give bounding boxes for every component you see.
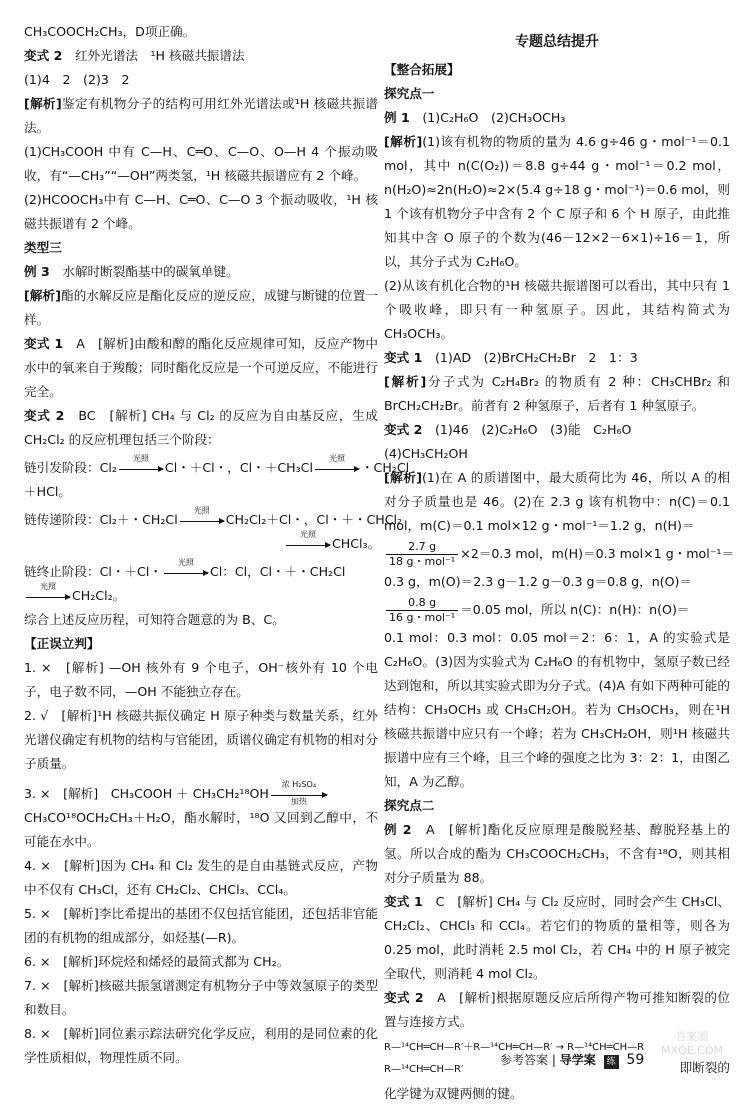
- formula-text: ＝0.05 mol，所以 n(C)：n(H)：n(O)＝: [460, 602, 690, 617]
- reaction-text: ＋HCl。: [24, 484, 71, 499]
- answer-text: (1)46 (2)C₂H₆O (3)能 C₂H₆O: [434, 422, 632, 437]
- paragraph-text: C [解析] CH₄ 与 Cl₂ 反应时，同时会产生 CH₃Cl、CH₂Cl₂、CHCl₃ 和 CCl₄。若它们的物质的量相等，则各为 0.25 mol，此时消耗 2.5 mol Cl₂，若 CH₄ 中的 H 原子被完全取代，则消耗 4 mol Cl₂。: [384, 894, 730, 981]
- paragraph: [384, 466, 730, 538]
- section-heading: 探究点二: [384, 798, 435, 813]
- analysis-tag: [解析]: [384, 470, 422, 485]
- exercise-tag: 变式 1: [384, 894, 423, 909]
- right-column: [384, 20, 735, 1106]
- exercise-line: [384, 418, 730, 442]
- page-title: 专题总结提升: [515, 34, 599, 50]
- list-item: 2. √ [解析]¹H 核磁共振仪确定 H 原子种类与数量关系，红外光谱仪确定有机物的结构与官能团，质谱仪确定有机物的相对分子质量。: [24, 708, 378, 771]
- list-item: 1. × [解析] —OH 核外有 9 个电子，OH⁻核外有 10 个电子，电子数不同，—OH 不能独立存在。: [24, 660, 378, 699]
- section-heading: 【整合拓展】: [384, 62, 460, 77]
- condition-label: 光照: [300, 529, 316, 539]
- answer-line: (4)CH₃CH₂OH: [384, 446, 468, 461]
- paragraph: (2)HCOOCH₃中有 C—H、C═O、C—O 3 个振动吸收，¹H 核磁共振谱有 2 个峰。: [24, 192, 378, 231]
- reaction-line: [24, 557, 378, 584]
- page-number: 59: [626, 1052, 645, 1068]
- condition-label: 光照: [132, 453, 149, 463]
- reaction-text: Cl・＋Cl・，Cl・＋CH₃Cl: [164, 460, 313, 475]
- reaction-line: [24, 453, 410, 480]
- exercise-tag: 变式 2: [24, 408, 65, 423]
- list-item: 6. × [解析]环烷烃和烯烃的最简式都为 CH₂。: [24, 954, 290, 969]
- reaction-scheme: R—¹⁴CH═CH—R′＋R—¹⁴CH═CH—R′ → R—¹⁴CH═CH—R: [384, 1042, 645, 1053]
- analysis-tag: [解析]: [24, 288, 61, 303]
- paragraph-text: 鉴定有机物分子的结构可用红外光谱法或¹H 核磁共振谱法。: [24, 96, 378, 135]
- list-item: 7. × [解析]核磁共振氢谱测定有机物分子中等效氢原子的类型和数目。: [24, 978, 378, 1017]
- condition-label: 光照: [177, 557, 194, 567]
- fraction-numerator: 0.8 g: [386, 596, 458, 611]
- item-text: 3. × [解析] CH₃COOH ＋ CH₃CH₂¹⁸OH: [24, 786, 269, 801]
- example-1-line: [384, 106, 730, 130]
- reaction-text: ・CH₂Cl: [360, 460, 410, 475]
- text-line: 即断裂的: [679, 1060, 730, 1075]
- scheme-text: R—¹⁴CH═CH—R′: [384, 1064, 464, 1075]
- reaction-arrow: [26, 581, 70, 604]
- list-item: 8. × [解析]同位素示踪法研究化学反应，利用的是同位素的化学性质相似，物理性质不同。: [24, 1026, 378, 1065]
- footer-badge: 练: [604, 1055, 619, 1069]
- reaction-arrow: [286, 529, 330, 552]
- text-line: 化学键为双键两侧的键。: [384, 1086, 523, 1101]
- exercise-tag: 变式 1: [24, 336, 64, 351]
- formula-line: [384, 594, 730, 626]
- footer-label: 参考答案: [500, 1053, 549, 1067]
- fraction-denominator: 16 g・mol⁻¹: [389, 611, 456, 624]
- reaction-text: 链引发阶段：Cl₂: [24, 460, 117, 475]
- reaction-line: [24, 505, 403, 532]
- reaction-text: CH₂Cl₂。: [72, 588, 126, 603]
- answer-text: (1)C₂H₆O (2)CH₃OCH₃: [422, 110, 566, 125]
- reaction-arrow: [164, 557, 208, 580]
- exercise-tag: 变式 2: [384, 990, 424, 1005]
- paragraph: [384, 818, 730, 890]
- paragraph: [384, 890, 730, 986]
- section-heading: 【正误立判】: [24, 636, 100, 651]
- reaction-text: CH₂Cl₂＋Cl・，Cl・＋・CHCl₂: [225, 512, 403, 527]
- fraction-denominator: 18 g・mol⁻¹: [389, 555, 456, 568]
- reaction-text: Cl：Cl，Cl・＋・CH₂Cl: [209, 564, 346, 579]
- paragraph-text: 分子式为 C₂H₄Br₂ 的物质有 2 种：CH₃CHBr₂ 和 BrCH₂CH₂Br。前者有 2 种氢原子，后者有 1 种氢原子。: [384, 374, 731, 413]
- reaction-text: 链终止阶段：Cl・＋Cl・: [24, 564, 162, 579]
- paragraph: [384, 370, 730, 418]
- text-line: 0.3 g，m(O)＝2.3 g－1.2 g－0.3 g＝0.8 g，n(O)＝: [384, 574, 693, 589]
- condition-label: 光照: [193, 505, 210, 515]
- analysis-tag: [解析]: [24, 96, 62, 111]
- reaction-line: [24, 529, 381, 556]
- paragraph: (2)从该有机化合物的¹H 核磁共振谱图可以看出，其中只有 1 个吸收峰，即只有一种氢原子。因此，其结构简式为 CH₃OCH₃。: [384, 278, 730, 341]
- reaction-text: 链传递阶段：Cl₂＋・CH₂Cl: [24, 512, 178, 527]
- reaction-text: CHCl₃。: [332, 536, 381, 551]
- paragraph: [24, 92, 378, 140]
- paragraph-text: (1)在 A 的质谱图中，最大质荷比为 46，所以 A 的相对分子质量也是 46。(2)在 2.3 g 该有机物中：n(C)＝0.1 mol，m(C)＝0.1 mol×12 g・mol⁻¹＝1.2 g，n(H)＝: [384, 470, 730, 533]
- answer-text: (1)AD (2)BrCH₂CH₂Br 2 1：3: [434, 350, 638, 365]
- paragraph: [24, 332, 378, 404]
- reaction-line: [24, 581, 378, 608]
- example-text: 水解时断裂酯基中的碳氧单键。: [62, 264, 239, 279]
- section-heading: 类型三: [24, 240, 62, 255]
- answer-line: (1)4 2 (2)3 2: [24, 72, 130, 87]
- fraction-numerator: 2.7 g: [386, 540, 458, 555]
- exercise-tag: 变式 2: [384, 422, 423, 437]
- paragraph: [24, 284, 378, 332]
- bianshi-2-line: [24, 44, 378, 68]
- paragraph: [384, 986, 730, 1034]
- reaction-arrow: [271, 779, 327, 806]
- paragraph: [384, 130, 730, 274]
- condition-label: 浓 H₂SO₄: [281, 779, 317, 789]
- paragraph: 0.1 mol：0.3 mol：0.05 mol＝2：6：1，A 的实验式是 C₂H₆O。(3)因为实验式为 C₂H₆O 的有机物中，氢原子数已经达到饱和，所以其实验式即为分子式。(4)A 有如下两种可能的结构：CH₃OCH₃ 或 CH₃CH₂OH。若为 CH₃OCH₃，则在¹H 核磁共振谱中应只有一个峰；若为 CH₃CH₂OH，则¹H 核磁共振谱中应有三个峰，且三个峰的强度之比为 3：2：1，由图乙知，A 为乙醇。: [384, 630, 730, 789]
- list-item: CH₃CO¹⁸OCH₂CH₃＋H₂O，酯水解时，¹⁸O 又回到乙醇中，不可能在水中。: [24, 810, 378, 849]
- fraction: [386, 596, 458, 625]
- formula-text: ×2＝0.3 mol，m(H)＝0.3 mol×1 g・mol⁻¹＝: [460, 546, 735, 561]
- paragraph: [24, 404, 378, 452]
- page-footer: [500, 1050, 644, 1070]
- paragraph-text: 酯的水解反应是酯化反应的逆反应，成键与断键的位置一样。: [24, 288, 379, 327]
- formula-line: [384, 538, 735, 570]
- section-heading: 探究点一: [384, 86, 435, 101]
- paragraph-text: (1)该有机物的物质的量为 4.6 g÷46 g・mol⁻¹＝0.1 mol，其中 n(C(O₂))＝8.8 g÷44 g・mol⁻¹＝0.2 mol，n(H₂O)≈2n(H₂O)≈2×(5.4 g÷18 g・mol⁻¹)＝0.6 mol，则 1 个该有机物分子中含有 2 个 C 原子和 6 个 H 原子，由此推知其中含 O 原子的个数为(46－12×2－6×1)÷16＝1，所以，其分子式为 C₂H₆O。: [384, 134, 731, 269]
- condition-label: 加热: [290, 796, 307, 806]
- list-item: 5. × [解析]李比希提出的基团不仅包括官能团，还包括非官能团的有机物的组成部分，如烃基(—R)。: [24, 906, 378, 945]
- paragraph-text: A [解析]根据原题反应后所得产物可推知断裂的位置与连接方式。: [384, 990, 730, 1029]
- exercise-tag: 变式 2: [24, 48, 63, 63]
- footer-separator: |: [551, 1053, 556, 1067]
- text-line: CH₃COOCH₂CH₃，D项正确。: [24, 24, 196, 39]
- list-item: [24, 779, 378, 806]
- example-3-line: [24, 260, 378, 284]
- example-tag: 例 3: [24, 264, 50, 279]
- list-item: 4. × [解析]因为 CH₄ 和 Cl₂ 发生的是自由基链式反应，产物中不仅有 CH₃Cl，还有 CH₂Cl₂、CHCl₃、CCl₄。: [24, 858, 378, 897]
- example-tag: 例 2: [384, 822, 412, 837]
- footer-book: 导学案: [559, 1053, 596, 1067]
- paragraph-text: A [解析]由酸和醇的酯化反应规律可知，反应产物中水中的氧来自于羧酸；同时酯化反应是一个可逆反应，不能进行完全。: [24, 336, 378, 399]
- exercise-tag: 变式 1: [384, 350, 423, 365]
- analysis-tag: [解析]: [384, 374, 427, 389]
- condition-label: 光照: [328, 453, 345, 463]
- watermark: 答案圈 MXQE.COM: [661, 1030, 723, 1057]
- paragraph-text: A [解析]酯化反应原理是酸脱羟基、醇脱羟基上的氢。所以合成的酯为 CH₃COOCH₂CH₃，不含有¹⁸O，则其相对分子质量为 88。: [384, 822, 730, 885]
- exercise-line: [384, 346, 730, 370]
- paragraph: (1)CH₃COOH 中有 C—H、C═O、C—O、O—H 4 个振动吸收，有“—CH₃”“—OH”两类氢，¹H 核磁共振谱应有 2 个峰。: [24, 144, 378, 183]
- text-line: 综合上述反应历程，可知符合题意的为 B、C。: [24, 612, 285, 627]
- paragraph-text: BC [解析] CH₄ 与 Cl₂ 的反应为自由基反应，生成 CH₂Cl₂ 的反应机理包括三个阶段：: [24, 408, 378, 447]
- fraction: [386, 540, 458, 569]
- reaction-arrow: [180, 505, 224, 528]
- reaction-arrow: [119, 453, 163, 476]
- analysis-tag: [解析]: [384, 134, 423, 149]
- answer-text: 红外光谱法 ¹H 核磁共振谱法: [74, 48, 245, 63]
- condition-label: 光照: [40, 581, 56, 591]
- example-tag: 例 1: [384, 110, 410, 125]
- reaction-arrow: [315, 453, 359, 476]
